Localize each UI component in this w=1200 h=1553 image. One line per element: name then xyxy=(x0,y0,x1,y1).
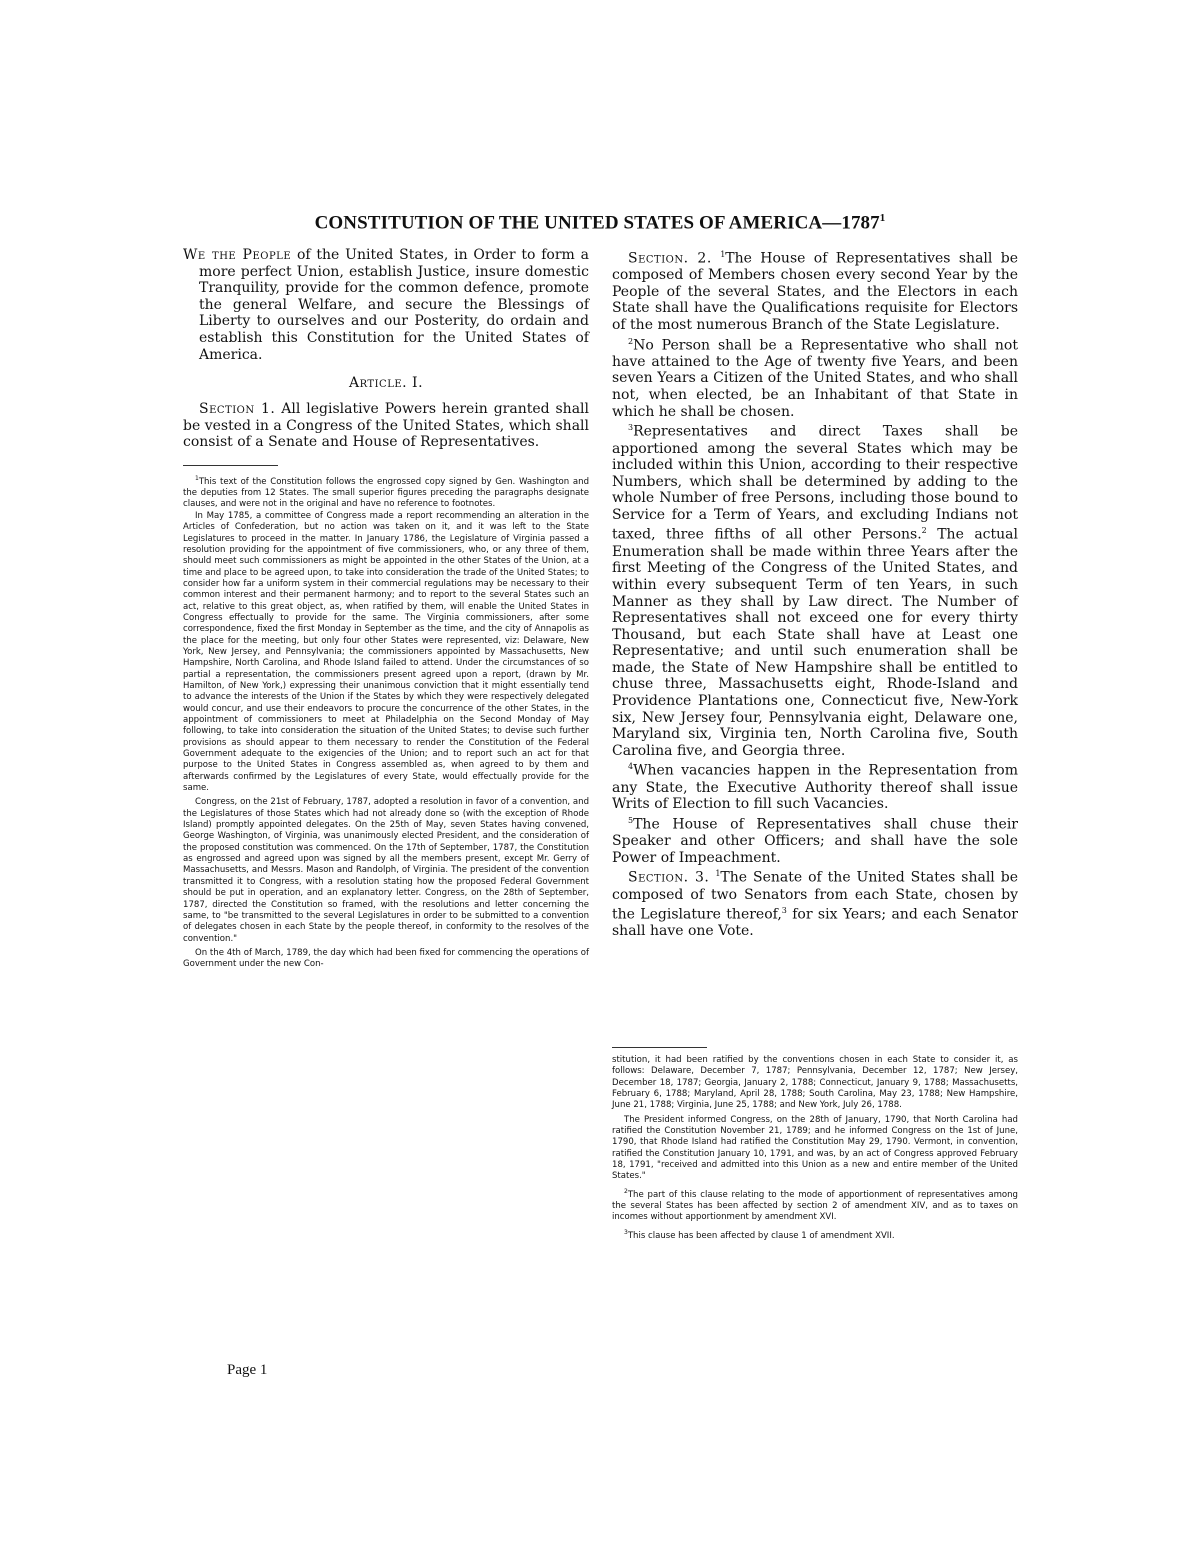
section-text: All legislative Powers herein granted shall be vested in a Congress of the United States, which shall consist of a Senate and House of Representatives. xyxy=(183,401,590,451)
section-2-clause-2: $^2$No Person shall be a Representative who shall not have attained to the Age of twenty five Years, and been seven Years a Citizen of the United States, and who shall not, when elected, be an Inhabitant of that State in which he shall be chosen. xyxy=(612,336,1018,420)
preamble-lead: We the People xyxy=(183,247,292,263)
footnote-ref: 2 xyxy=(921,526,927,536)
footnote: stitution, it had been ratified by the conventions chosen in each State to consider it, as follows: Delaware, December 7, 1787; Pennsylvania, December 12, 1787; New Jersey, December 18, 1787; Georgia, January 2, 1788; Connecticut, January 9, 1788; Massachusetts, February 6, 1788; Maryland, April 28, 1788; South Carolina, May 23, 1788; New Hampshire, June 21, 1788; Virginia, June 25, 1788; and New York, July 26, 1788. xyxy=(612,1055,1018,1111)
section-2-clause-1: Section. 2. $^1$The House of Representatives shall be composed of Members chosen every second Year by the People of the several States, and the Electors in each State shall have the Qualifications requisite for Electors of the most numerous Branch of the State Legislature. xyxy=(612,250,1018,334)
section-2-clause-4: $^4$When vacancies happen in the Representation from any State, the Executive Authority thereof shall issue Writs of Election to fill such Vacancies. xyxy=(612,762,1018,813)
section-3-clause-1: Section. 3. $^1$The Senate of the United States shall be composed of two Senators from each State, chosen by the Legislature thereof,$^3$ for six Years; and each Senator shall have one Vote. xyxy=(612,869,1018,940)
footnote-ref: 3 xyxy=(781,906,787,916)
right-column xyxy=(612,247,1018,940)
section-label: Section. 3. xyxy=(628,869,710,886)
footnote: $^2$The part of this clause relating to the mode of apportionment of representatives among the several States has been affected by section 2 of amendment XIV, and as to taxes on incomes without apportionment by amendment XVI. xyxy=(612,1187,1018,1223)
footnote: Congress, on the 21st of February, 1787, adopted a resolution in favor of a convention, and the Legislatures of those States which had not already done so (with the exception of Rhode Island) promptly appointed delegates. On the 25th of May, seven States having convened, George Washington, of Virginia, was unanimously elected President, and the consideration of the proposed constitution was commenced. On the 17th of September, 1787, the Constitution as engrossed and agreed upon was signed by all the members present, except Mr. Gerry of Massachusetts, and Messrs. Mason and Randolph, of Virginia. The president of the convention transmitted it to Congress, with a resolution stating how the proposed Federal Government should be put in operation, and an explanatory letter. Congress, on the 28th of September, 1787, directed the Constitution so framed, with the resolutions and letter concerning the same, to "be transmitted to the several Legislatures in order to be submitted to a convention of delegates chosen in each State by the people thereof, in conformity to the resolves of the convention." xyxy=(183,797,589,944)
footnote: On the 4th of March, 1789, the day which had been fixed for commencing the operations of Government under the new Con- xyxy=(183,947,589,970)
right-footnotes xyxy=(612,1029,1018,1242)
preamble xyxy=(183,247,589,363)
page-number: Page 1 xyxy=(227,1362,268,1378)
section-2-clause-3: $^3$Representatives and direct Taxes shall be apportioned among the several States which may be included within this Union, according to their respective Numbers, which shall be determined by adding to the whole Number of free Persons, including those bound to Service for a Term of Years, and excluding Indians not taxed, three fifths of all other Persons.$^2$ The actual Enumeration shall be made within three Years after the first Meeting of the Congress of the United States, and within every subsequent Term of ten Years, in such Manner as they shall by Law direct. The Number of Representatives shall not exceed one for every thirty Thousand, but each State shall have at Least one Representative; and until such enumeration shall be made, the State of New Hampshire shall be entitled to chuse three, Massachusetts eight, Rhode-Island and Providence Plantations one, Connecticut five, New-York six, New Jersey four, Pennsylvania eight, Delaware one, Maryland six, Virginia ten, North Carolina five, South Carolina five, and Georgia three. xyxy=(612,423,1018,759)
section-2-clause-5: $^5$The House of Representatives shall chuse their Speaker and other Officers; and shall have the sole Power of Impeachment. xyxy=(612,815,1018,866)
footnote-divider xyxy=(183,465,278,466)
article-heading: Article. I. xyxy=(348,375,424,392)
section-1 xyxy=(183,401,589,451)
left-column xyxy=(183,247,589,971)
section-label: Section 1. xyxy=(199,401,276,418)
footnote-ref: 1 xyxy=(879,212,886,224)
footnote: In May 1785, a committee of Congress made a report recommending an alteration in the Articles of Confederation, but no action was taken on it, and it was left to the State Legislatures to proceed in the matter. In January 1786, the Legislature of Virginia passed a resolution providing for the appointment of five commissioners, who, or any three of them, should meet such commissioners as might be appointed in the other States of the Union, at a time and place to be agreed upon, to take into consideration the trade of the United States; to consider how far a uniform system in their commercial regulations may be necessary to their common interest and their permanent harmony; and to report to the several States such an act, relative to this great object, as, when ratified by them, will enable the United States in Congress effectually to provide for the same. The Virginia commissioners, after some correspondence, fixed the first Monday in September as the time, and the city of Annapolis as the place for the meeting, but only four other States were represented, viz: Delaware, New York, New Jersey, and Pennsylvania; the commissioners appointed by Massachusetts, New Hampshire, North Carolina, and Rhode Island failed to attend. Under the circumstances of so partial a representation, the commissioners present agreed upon a report, (drawn by Mr. Hamilton, of New York,) expressing their unanimous conviction that it might essentially tend to advance the interests of the Union if the States by which they were respectively delegated would concur, and use their endeavors to procure the concurrence of the other States, in the appointment of commissioners to meet at Philadelphia on the Second Monday of May following, to take into consideration the situation of the United States; to devise such further provisions as should appear to them necessary to render the Constitution of the Federal Government adequate to the exigencies of the Union; and to report such an act for that purpose to the United States in Congress assembled as, when agreed to by them and afterwards confirmed by the Legislatures of every State, would effectually provide for the same. xyxy=(183,510,589,794)
footnote: $^1$This text of the Constitution follows the engrossed copy signed by Gen. Washington and the deputies from 12 States. The small superior figures preceding the paragraphs designate clauses, and were not in the original and have no reference to footnotes. xyxy=(183,474,589,510)
footnote-divider xyxy=(612,1047,707,1048)
page-title: CONSTITUTION OF THE UNITED STATES OF AMERICA—1787$^1$ xyxy=(314,212,886,234)
footnote: $^3$This clause has been affected by clause 1 of amendment XVII. xyxy=(624,1228,895,1241)
preamble-text: of the United States, in Order to form a more perfect Union, establish Justice, insure domestic Tranquility, provide for the common defence, promote the general Welfare, and secure the Blessings of Liberty to ourselves and our Posterity, do ordain and establish this Constitution for the United States of America. xyxy=(199,247,590,363)
footnote: The President informed Congress, on the 28th of January, 1790, that North Carolina had ratified the Constitution November 21, 1789; and he informed Congress on the 1st of June, 1790, that Rhode Island had ratified the Constitution May 29, 1790. Vermont, in convention, ratified the Constitution January 10, 1791, and was, by an act of Congress approved February 18, 1791, "received and admitted into this Union as a new and entire member of the United States." xyxy=(612,1114,1018,1182)
section-label: Section. 2. xyxy=(628,250,712,267)
